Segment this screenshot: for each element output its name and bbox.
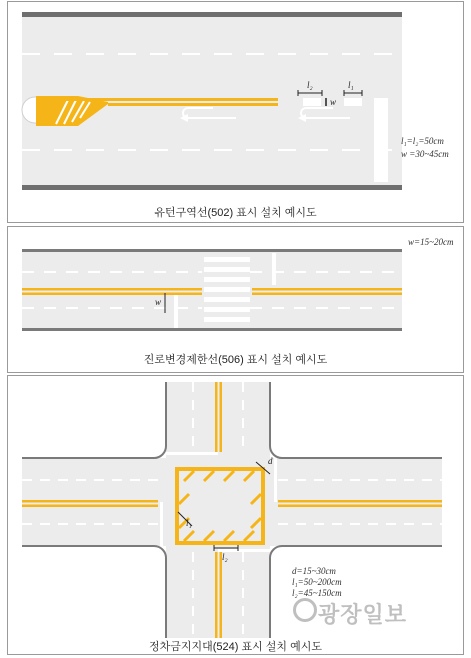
stop-line-west (160, 502, 163, 546)
white-block-1 (303, 98, 321, 106)
label-l2: l₂ (222, 552, 228, 562)
top-curb (22, 249, 402, 252)
note-d: d=15~30cm (292, 566, 336, 576)
stop-line-north (166, 452, 218, 455)
label-w: w (330, 97, 337, 107)
stop-line-right (272, 253, 276, 285)
label-l1: l₁ (348, 80, 354, 90)
yellow-line-right-lower (252, 293, 402, 296)
note-l1-l2: l₁=l₂=50cm (401, 136, 444, 146)
note-l2: l₂=45~150cm (292, 588, 342, 598)
bottom-curb (22, 328, 402, 331)
white-block-2 (344, 98, 362, 106)
yellow-line-left-lower (22, 293, 202, 296)
label-l2: l₂ (307, 80, 313, 90)
note-w: w=15~20cm (408, 237, 454, 247)
u-turn-zone-diagram (8, 2, 465, 224)
label-l1: l₁ (186, 518, 192, 528)
label-d: d (268, 456, 273, 466)
stop-line-left (174, 295, 178, 328)
caption-u-turn: 유턴구역선(502) 표시 설치 예시도 (154, 207, 317, 219)
top-curb (22, 12, 402, 17)
watermark-logo-icon (293, 598, 317, 622)
caption-lane-change: 진로변경제한선(506) 표시 설치 예시도 (143, 354, 328, 366)
yellow-line-lower (108, 103, 278, 106)
yellow-line-upper (52, 98, 278, 101)
caption-no-stopping: 정차금지지대(524) 표시 설치 예시도 (149, 641, 322, 653)
stop-line (374, 98, 388, 182)
note-w: w =30~45cm (401, 149, 449, 159)
stop-line-east (274, 458, 277, 502)
label-w: w (155, 297, 162, 307)
note-l1: l₁=50~200cm (292, 577, 342, 587)
watermark-text: 광장일보 (318, 602, 408, 627)
bottom-curb (22, 185, 402, 190)
yellow-line-left-upper (22, 288, 202, 291)
lane-change-restriction-panel (7, 226, 464, 373)
u-turn-zone-panel (7, 1, 464, 223)
yellow-line-right-upper (252, 288, 402, 291)
